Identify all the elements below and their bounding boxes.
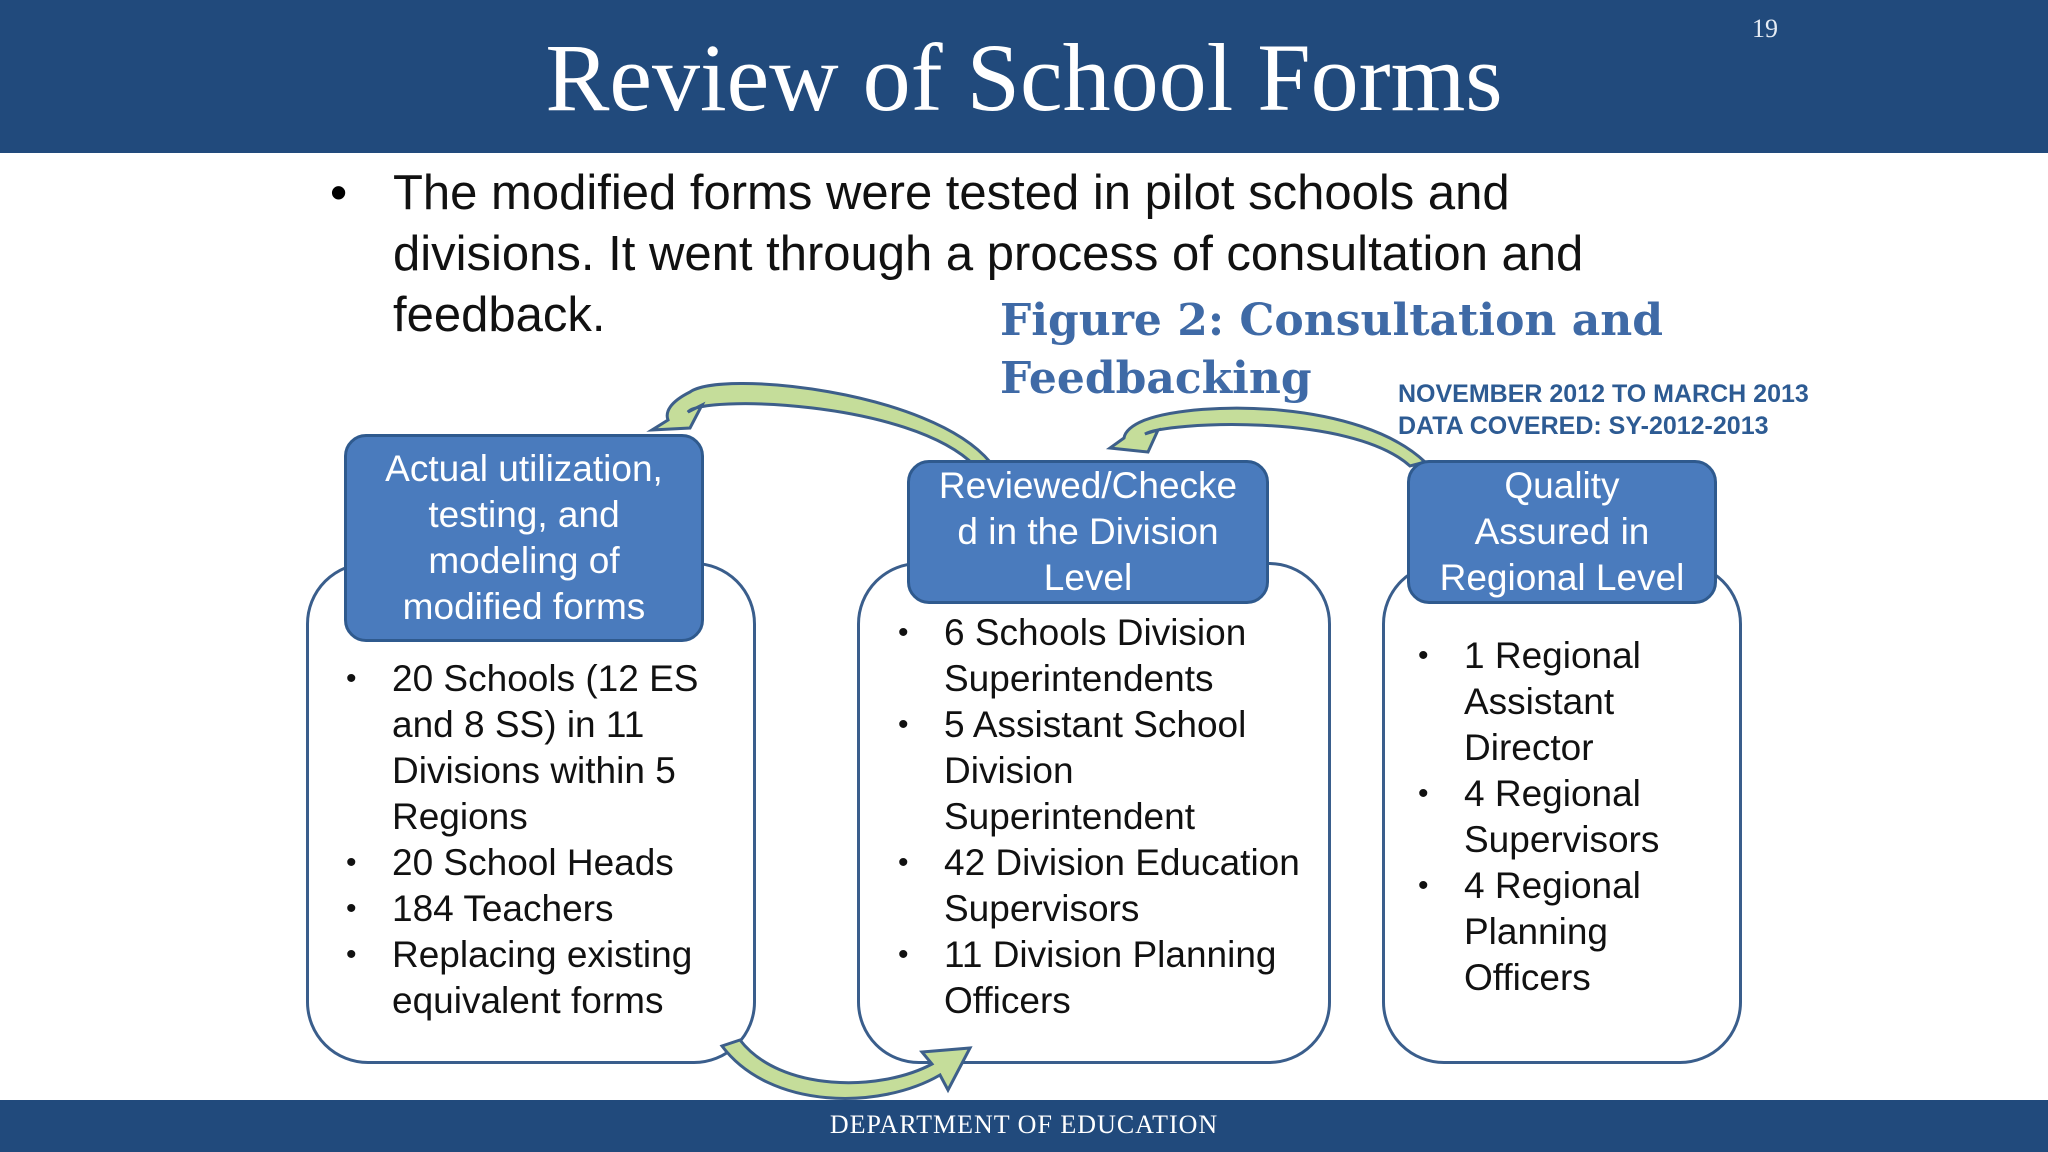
stage-1-list bbox=[342, 656, 742, 1024]
stage-2-list bbox=[894, 610, 1314, 1024]
stage-3-label-line: Regional Level bbox=[1439, 557, 1685, 598]
slide-title: Review of School Forms bbox=[545, 24, 1503, 131]
stage-1-label-line: modified forms bbox=[402, 586, 646, 627]
page-number: 19 bbox=[1752, 14, 1778, 43]
list-item: • 42 Division Education Supervisors bbox=[894, 840, 1314, 932]
stage-2-label-line: Level bbox=[1043, 557, 1133, 598]
stage-1-header bbox=[344, 434, 704, 642]
list-item: • 4 Regional Planning Officers bbox=[1414, 863, 1714, 1001]
stage-1-label-line: Actual utilization, bbox=[385, 448, 663, 489]
list-item: • Replacing existing equivalent forms bbox=[342, 932, 742, 1024]
list-item: • 184 Teachers bbox=[342, 886, 742, 932]
list-item: • 1 Regional Assistant Director bbox=[1414, 633, 1714, 771]
intro-text: The modified forms were tested in pilot schools and divisions. It went through a process of consultation and feedback. bbox=[393, 166, 1584, 342]
stage-2-header bbox=[907, 460, 1269, 604]
list-item: • 11 Division Planning Officers bbox=[894, 932, 1314, 1024]
arrow-schools-to-division bbox=[722, 1040, 970, 1098]
stage-3-list bbox=[1414, 633, 1714, 1001]
list-item: • 20 School Heads bbox=[342, 840, 742, 886]
stage-3-label-line: Assured in bbox=[1474, 511, 1650, 552]
stage-1-label-line: testing, and bbox=[428, 494, 620, 535]
figure-title: Figure 2: Consultation and Feedbacking bbox=[1000, 295, 1664, 404]
data-covered: DATA COVERED: SY-2012-2013 bbox=[1398, 412, 1769, 440]
list-item: • 20 Schools (12 ES and 8 SS) in 11 Divisions within 5 Regions bbox=[342, 656, 742, 840]
list-item: • 6 Schools Division Superintendents bbox=[894, 610, 1314, 702]
footer-text: DEPARTMENT OF EDUCATION bbox=[829, 1110, 1219, 1139]
date-range: NOVEMBER 2012 TO MARCH 2013 bbox=[1398, 380, 1809, 408]
stage-1-label-line: modeling of bbox=[428, 540, 620, 581]
list-item: • 4 Regional Supervisors bbox=[1414, 771, 1714, 863]
stage-2-label-line: Reviewed/Checke bbox=[938, 465, 1238, 506]
stage-2-label-line: d in the Division bbox=[957, 511, 1219, 552]
intro-bullet: • bbox=[330, 166, 348, 220]
stage-3-label-line: Quality bbox=[1504, 465, 1620, 506]
list-item: • 5 Assistant School Division Superintendent bbox=[894, 702, 1314, 840]
arrow-regional-to-division bbox=[1110, 408, 1425, 466]
stage-3-header bbox=[1407, 460, 1717, 604]
